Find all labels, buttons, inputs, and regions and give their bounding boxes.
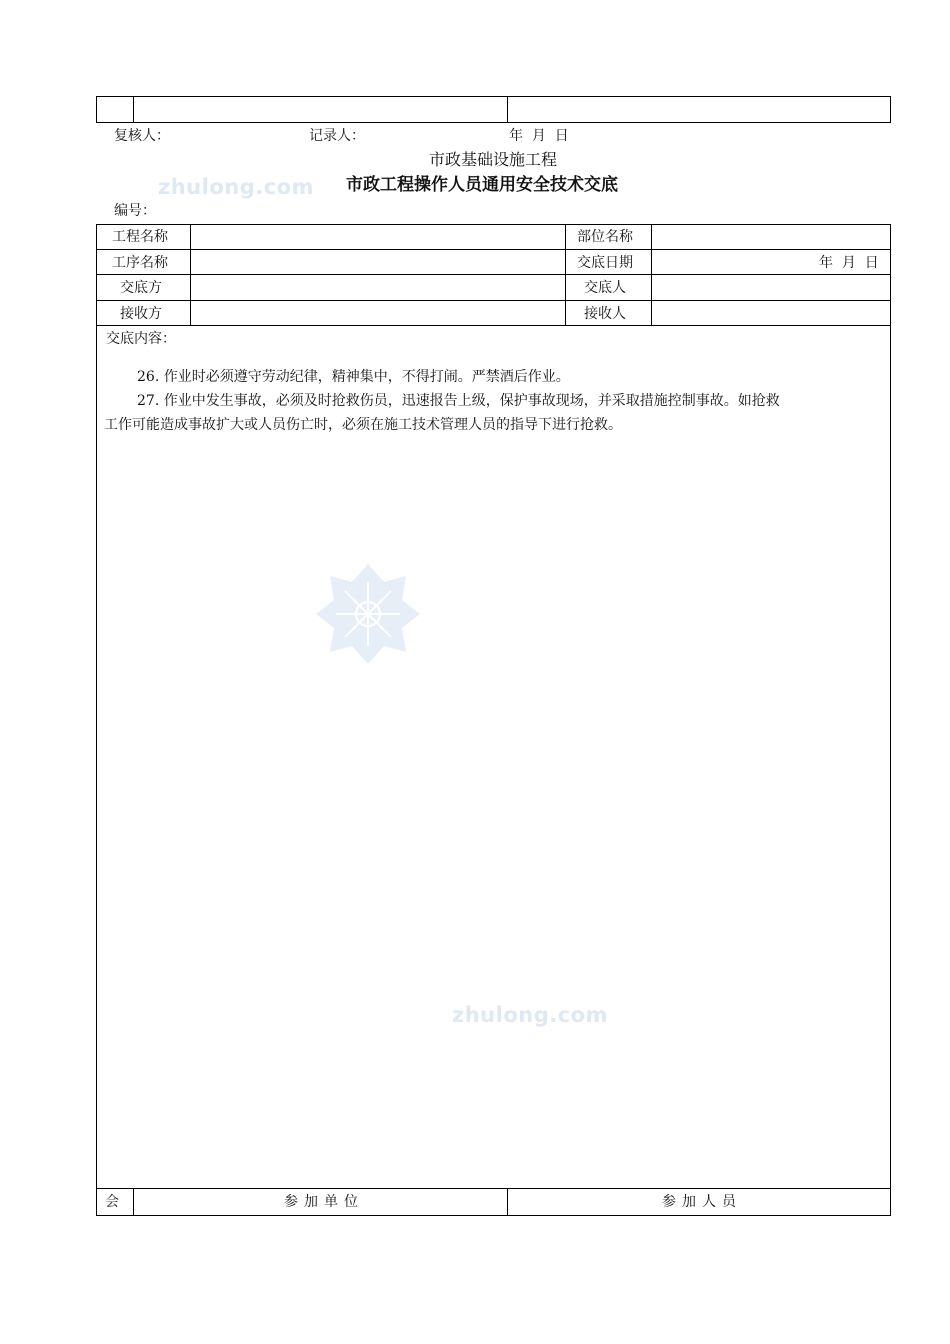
meeting-label: 会 [105, 1194, 119, 1210]
handover-date-label: 交底日期 [577, 255, 633, 271]
top-date-label: 年 月 日 [509, 128, 569, 144]
recorder-label: 记录人： [309, 128, 365, 144]
watermark-logo-icon [314, 562, 422, 666]
process-name-label: 工序名称 [112, 255, 168, 271]
giver-party-label: 交底方 [120, 280, 162, 296]
receiver-person-label: 接收人 [584, 306, 626, 322]
watermark-text-bottom: zhulong.com [452, 1003, 608, 1027]
number-label: 编号： [114, 203, 156, 219]
project-name-label: 工程名称 [112, 229, 168, 245]
participating-persons-label: 参加人员 [662, 1194, 742, 1210]
giver-person-label: 交底人 [584, 280, 626, 296]
content-label: 交底内容： [106, 331, 176, 347]
handover-date-value: 年 月 日 [819, 255, 879, 271]
content-item-27-line1: 27. 作业中发生事故，必须及时抢救伤员，迅速报告上级，保护事故现场，并采取措施控制事故。如抢救 [137, 393, 780, 409]
content-item-26: 26. 作业时必须遵守劳动纪律，精神集中，不得打闹。严禁酒后作业。 [137, 369, 570, 385]
participating-units-label: 参加单位 [284, 1194, 364, 1210]
receiver-party-label: 接收方 [120, 306, 162, 322]
page-subtitle: 市政基础设施工程 [429, 150, 558, 169]
page-title: 市政工程操作人员通用安全技术交底 [346, 175, 618, 195]
content-item-27-line2: 工作可能造成事故扩大或人员伤亡时，必须在施工技术管理人员的指导下进行抢救。 [104, 417, 622, 433]
review-label: 复核人： [114, 128, 170, 144]
watermark-text-top: zhulong.com [158, 175, 314, 199]
part-name-label: 部位名称 [577, 229, 633, 245]
